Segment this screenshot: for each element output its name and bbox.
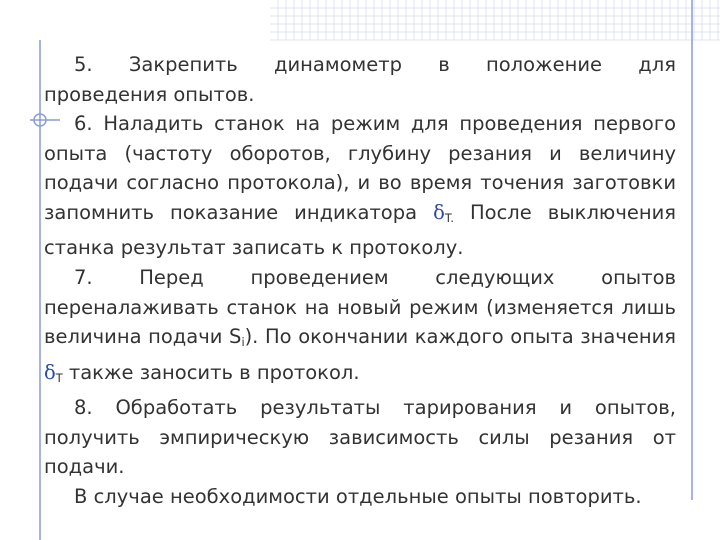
paragraph-5 — [44, 50, 676, 80]
paragraph-6-text-after: После выключения станка результат записать к протоколу. — [44, 200, 676, 260]
paragraph-7 — [44, 263, 676, 393]
paragraph-6-text-before: 6. Наладить станок на режим для проведения первого опыта (частоту оборотов, глубину резания и величину подачи согласно протокола), и во время точения заготовки запомнить показание индикатора — [44, 112, 676, 224]
paragraph-5-continuation — [44, 80, 676, 110]
feed-subscript: i — [241, 335, 245, 349]
paragraph-7-text-before: 7. Перед проведением следующих опытов переналаживать станок на новый режим (изменяется лишь величина подачи S — [44, 265, 676, 349]
paragraph-8-text: 8. Обработать результаты тарирования и опытов, получить эмпирическую зависимость силы резания от подачи. — [44, 395, 676, 479]
paragraph-6 — [44, 109, 676, 263]
paragraph-7-text-middle: ). По окончании каждого опыта значения — [244, 325, 676, 349]
paragraph-5-line-1: 5. Закрепить динамометр в положение для — [74, 53, 676, 76]
delta-symbol-2: δ — [44, 360, 56, 384]
paragraph-9-text: В случае необходимости отдельные опыты повторить. — [74, 484, 642, 508]
delta-subscript-2: T — [55, 371, 63, 385]
grid-pattern — [270, 0, 720, 40]
delta-symbol: δ — [433, 200, 445, 224]
paragraph-8 — [44, 393, 676, 482]
document-body — [44, 50, 676, 511]
delta-subscript: T. — [444, 211, 454, 225]
paragraph-5-line-2: проведения опытов. — [44, 82, 255, 106]
paragraph-7-text-after: также заносить в протокол. — [62, 360, 360, 384]
paragraph-9 — [44, 482, 676, 512]
